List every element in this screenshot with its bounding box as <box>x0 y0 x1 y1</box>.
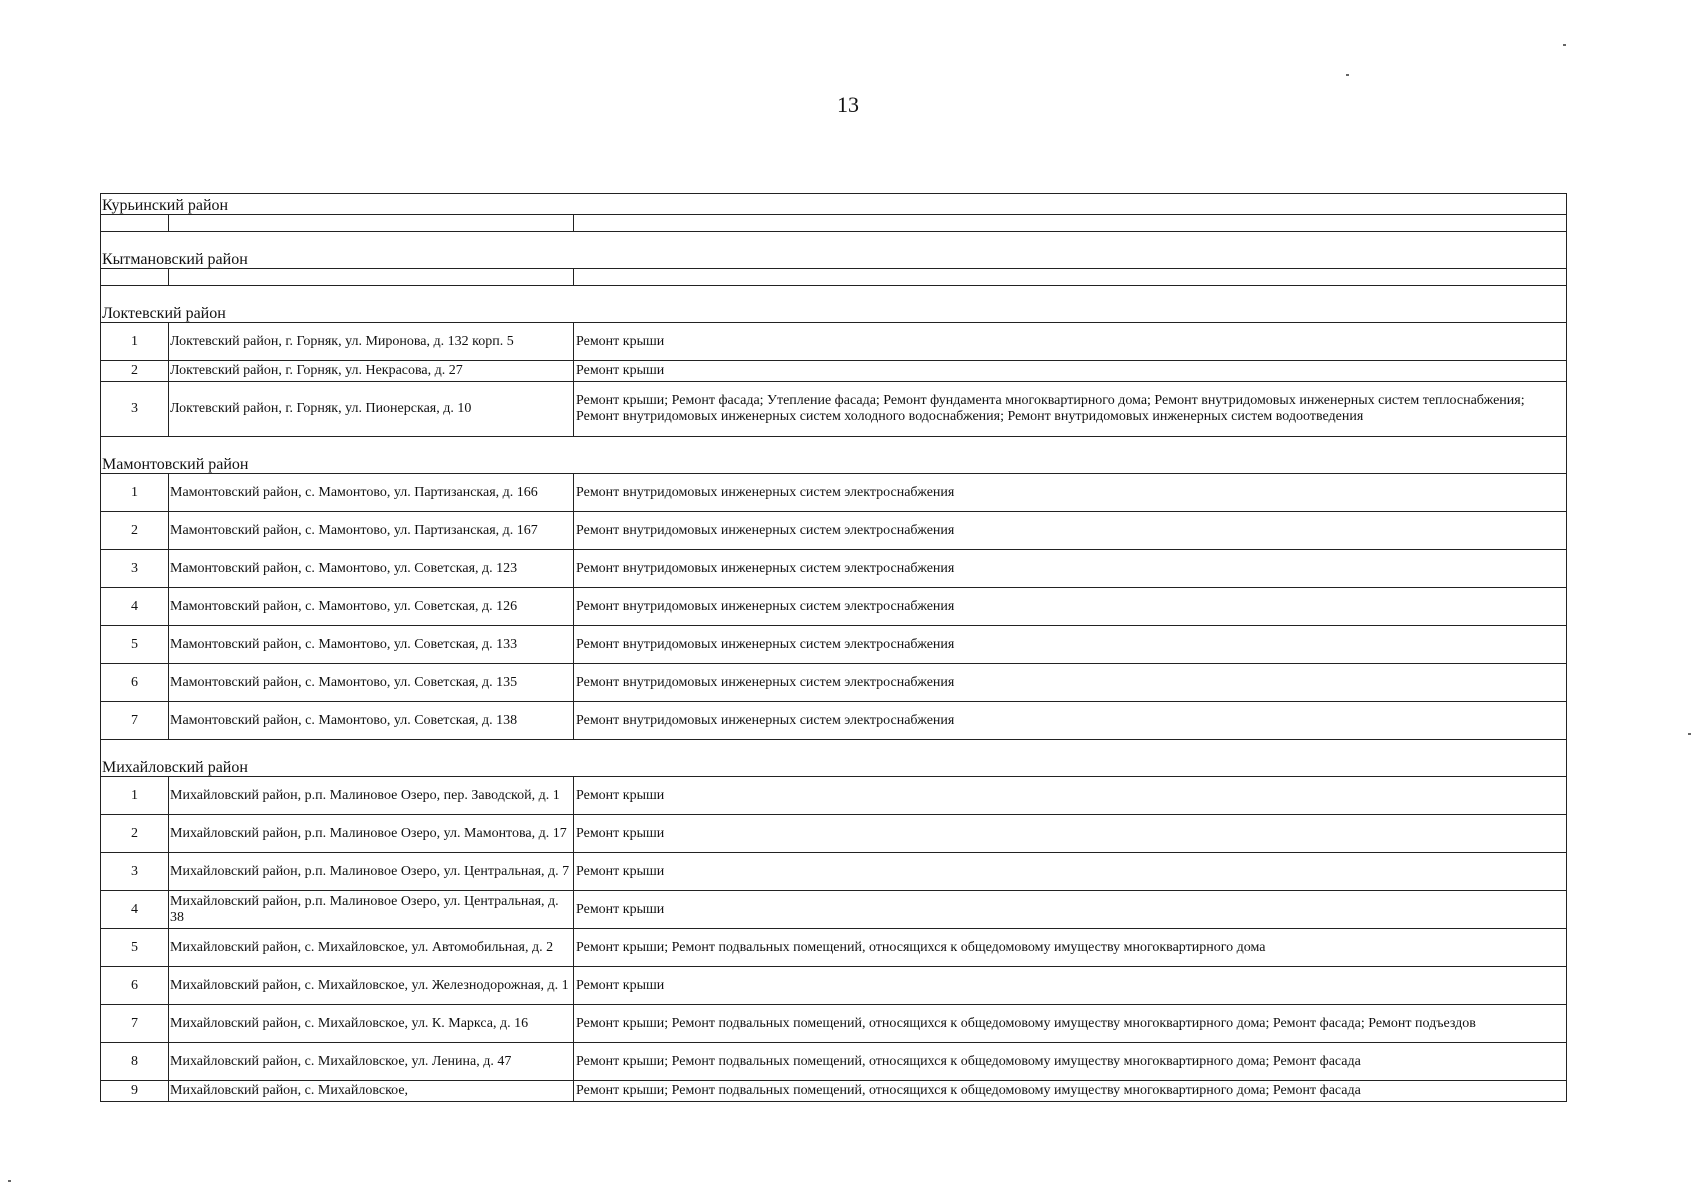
work-type-cell: Ремонт крыши <box>574 853 1567 891</box>
row-number: 5 <box>101 626 169 664</box>
table-row <box>101 361 1567 382</box>
row-number: 4 <box>101 891 169 929</box>
address-cell: Локтевский район, г. Горняк, ул. Некрасова, д. 27 <box>169 361 574 382</box>
work-type-cell: Ремонт внутридомовых инженерных систем электроснабжения <box>574 702 1567 740</box>
section-gap <box>101 437 1567 454</box>
address-cell: Михайловский район, р.п. Малиновое Озеро, ул. Мамонтова, д. 17 <box>169 815 574 853</box>
address-cell: Михайловский район, р.п. Малиновое Озеро, ул. Центральная, д. 7 <box>169 853 574 891</box>
district-header-row <box>101 756 1567 777</box>
row-number: 3 <box>101 550 169 588</box>
empty-cell <box>101 215 169 232</box>
empty-cell <box>101 269 169 286</box>
work-type-cell: Ремонт крыши <box>574 323 1567 361</box>
address-cell: Мамонтовский район, с. Мамонтово, ул. Советская, д. 126 <box>169 588 574 626</box>
table-row <box>101 853 1567 891</box>
table-row <box>101 777 1567 815</box>
district-name: Локтевский район <box>101 302 1567 323</box>
scan-speck <box>1346 74 1349 76</box>
table-row <box>101 382 1567 437</box>
empty-cell <box>574 215 1567 232</box>
district-name: Кытмановский район <box>101 248 1567 269</box>
work-type-cell: Ремонт крыши <box>574 891 1567 929</box>
address-cell: Михайловский район, р.п. Малиновое Озеро, ул. Центральная, д. 38 <box>169 891 574 929</box>
row-number: 2 <box>101 361 169 382</box>
work-type-cell: Ремонт внутридомовых инженерных систем электроснабжения <box>574 512 1567 550</box>
row-number: 2 <box>101 512 169 550</box>
section-gap <box>101 286 1567 303</box>
work-type-cell: Ремонт крыши <box>574 777 1567 815</box>
work-type-cell: Ремонт внутридомовых инженерных систем электроснабжения <box>574 664 1567 702</box>
row-number: 1 <box>101 474 169 512</box>
address-cell: Михайловский район, с. Михайловское, ул. Автомобильная, д. 2 <box>169 929 574 967</box>
district-header-row <box>101 302 1567 323</box>
address-cell: Михайловский район, с. Михайловское, ул. Железнодорожная, д. 1 <box>169 967 574 1005</box>
work-type-cell: Ремонт внутридомовых инженерных систем электроснабжения <box>574 474 1567 512</box>
address-cell: Мамонтовский район, с. Мамонтово, ул. Советская, д. 138 <box>169 702 574 740</box>
district-name: Мамонтовский район <box>101 453 1567 474</box>
empty-cell <box>574 269 1567 286</box>
row-number: 3 <box>101 853 169 891</box>
work-type-cell: Ремонт внутридомовых инженерных систем электроснабжения <box>574 588 1567 626</box>
address-cell: Михайловский район, с. Михайловское, ул. К. Маркса, д. 16 <box>169 1005 574 1043</box>
table-row <box>101 550 1567 588</box>
district-header-row <box>101 453 1567 474</box>
row-number: 6 <box>101 967 169 1005</box>
repair-table-sheet <box>100 193 1566 1102</box>
table-row <box>101 967 1567 1005</box>
work-type-cell: Ремонт крыши; Ремонт фасада; Утепление фасада; Ремонт фундамента многоквартирного дома; Ремонт внутридомовых инженерных систем теплоснабжения; Ремонт внутридомовых инженерных систем холодного водоснабжения; Ремонт внутридомовых инженерных систем водоотведения <box>574 382 1567 437</box>
table-row <box>101 664 1567 702</box>
repair-table-body <box>101 194 1567 1102</box>
address-cell: Михайловский район, с. Михайловское, <box>169 1081 574 1102</box>
table-row <box>101 323 1567 361</box>
row-number: 6 <box>101 664 169 702</box>
empty-cell <box>169 269 574 286</box>
work-type-cell: Ремонт внутридомовых инженерных систем электроснабжения <box>574 550 1567 588</box>
address-cell: Мамонтовский район, с. Мамонтово, ул. Партизанская, д. 166 <box>169 474 574 512</box>
row-number: 1 <box>101 323 169 361</box>
table-row <box>101 1081 1567 1102</box>
work-type-cell: Ремонт внутридомовых инженерных систем электроснабжения <box>574 626 1567 664</box>
district-name: Михайловский район <box>101 756 1567 777</box>
address-cell: Михайловский район, с. Михайловское, ул. Ленина, д. 47 <box>169 1043 574 1081</box>
scan-speck <box>1688 733 1691 735</box>
work-type-cell: Ремонт крыши; Ремонт подвальных помещений, относящихся к общедомовому имуществу многоквартирного дома; Ремонт фасада; Ремонт подъездов <box>574 1005 1567 1043</box>
table-row <box>101 512 1567 550</box>
scan-speck <box>1563 44 1566 46</box>
table-row <box>101 1005 1567 1043</box>
row-number: 7 <box>101 702 169 740</box>
section-gap <box>101 740 1567 757</box>
page-number: 13 <box>837 92 859 117</box>
empty-cell <box>169 215 574 232</box>
address-cell: Мамонтовский район, с. Мамонтово, ул. Советская, д. 135 <box>169 664 574 702</box>
table-row <box>101 626 1567 664</box>
row-number: 9 <box>101 1081 169 1102</box>
row-number: 3 <box>101 382 169 437</box>
repair-table <box>100 193 1567 1102</box>
work-type-cell: Ремонт крыши; Ремонт подвальных помещений, относящихся к общедомовому имуществу многоквартирного дома; Ремонт фасада <box>574 1043 1567 1081</box>
row-number: 5 <box>101 929 169 967</box>
row-number: 8 <box>101 1043 169 1081</box>
row-number: 4 <box>101 588 169 626</box>
table-row <box>101 474 1567 512</box>
row-number: 1 <box>101 777 169 815</box>
work-type-cell: Ремонт крыши <box>574 967 1567 1005</box>
table-row <box>101 702 1567 740</box>
table-row <box>101 815 1567 853</box>
address-cell: Мамонтовский район, с. Мамонтово, ул. Советская, д. 123 <box>169 550 574 588</box>
row-number: 7 <box>101 1005 169 1043</box>
work-type-cell: Ремонт крыши <box>574 815 1567 853</box>
address-cell: Михайловский район, р.п. Малиновое Озеро, пер. Заводской, д. 1 <box>169 777 574 815</box>
work-type-cell: Ремонт крыши <box>574 361 1567 382</box>
scan-speck <box>8 1180 11 1182</box>
table-row <box>101 588 1567 626</box>
empty-table-row <box>101 215 1567 232</box>
row-number: 2 <box>101 815 169 853</box>
table-row <box>101 891 1567 929</box>
section-gap <box>101 232 1567 249</box>
district-name: Курьинский район <box>101 194 1567 215</box>
table-row <box>101 1043 1567 1081</box>
empty-table-row <box>101 269 1567 286</box>
address-cell: Мамонтовский район, с. Мамонтово, ул. Партизанская, д. 167 <box>169 512 574 550</box>
work-type-cell: Ремонт крыши; Ремонт подвальных помещений, относящихся к общедомовому имуществу многоквартирного дома; Ремонт фасада <box>574 1081 1567 1102</box>
table-row <box>101 929 1567 967</box>
work-type-cell: Ремонт крыши; Ремонт подвальных помещений, относящихся к общедомовому имуществу многоквартирного дома <box>574 929 1567 967</box>
address-cell: Локтевский район, г. Горняк, ул. Пионерская, д. 10 <box>169 382 574 437</box>
district-header-row <box>101 194 1567 215</box>
district-header-row <box>101 248 1567 269</box>
address-cell: Мамонтовский район, с. Мамонтово, ул. Советская, д. 133 <box>169 626 574 664</box>
address-cell: Локтевский район, г. Горняк, ул. Миронова, д. 132 корп. 5 <box>169 323 574 361</box>
